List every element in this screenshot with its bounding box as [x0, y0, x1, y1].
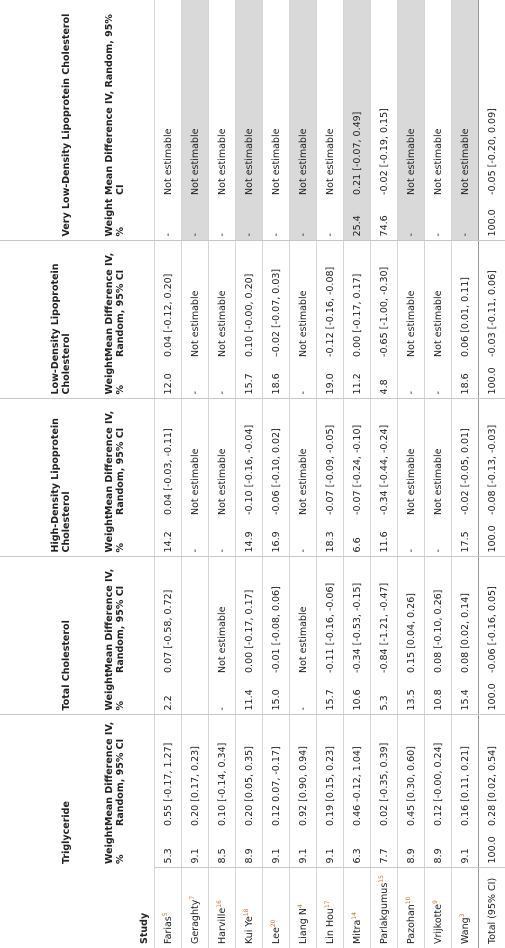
tc-weight-cell: 15.4 — [452, 677, 479, 715]
table-row — [425, 0, 452, 948]
reference-superscript: 15 — [377, 875, 385, 883]
vldl-weight-cell: - — [182, 199, 209, 241]
tc-weight-cell: 2.2 — [155, 677, 182, 715]
mean-difference-header: Mean Difference IV, Random, 95% CI — [104, 410, 126, 515]
hdl-mean-difference-cell: Not estimable — [182, 399, 209, 519]
ldl-mean-difference-cell: 0.04 [-0.12, 0.20] — [155, 241, 182, 361]
study-cell — [155, 868, 182, 948]
vldl-mean-difference-cell: Not estimable — [452, 0, 479, 199]
tc-mean-difference-cell: -0.34 [-0.53, -0.15] — [344, 557, 371, 677]
hdl-mean-difference-cell: Not estimable — [425, 399, 452, 519]
study-name: Wang — [460, 917, 472, 944]
table-row — [344, 0, 371, 948]
reference-superscript: 5 — [161, 912, 169, 917]
table-row — [182, 0, 209, 948]
vldl-weight-cell: - — [398, 199, 425, 241]
vldl-weight-cell: - — [317, 199, 344, 241]
mean-difference-header: Mean Difference IV, Random, 95% CI — [104, 568, 126, 673]
study-cell — [209, 868, 236, 948]
tg-mean-difference-cell: 0.20 [0.05, 0.35] — [236, 715, 263, 830]
hdl-mean-difference-cell: -0.08 [-0.13, -0.03] — [479, 399, 505, 519]
ldl-mean-difference-cell: -0.03 [-0.11, 0.06] — [479, 241, 505, 361]
hdl-weight-cell: 14.2 — [155, 519, 182, 557]
tc-weight-cell: 11.4 — [236, 677, 263, 715]
ldl-weight-cell: - — [209, 361, 236, 399]
tc-mean-difference-cell: 0.07 [-0.58, 0.72] — [155, 557, 182, 677]
group-header-ldl: Low-Density Lipoprotein Cholesterol — [0, 241, 76, 399]
reference-superscript: 18 — [242, 908, 250, 917]
hdl-weight-cell: 17.5 — [452, 519, 479, 557]
ldl-mean-difference-cell: Not estimable — [425, 241, 452, 361]
tg-weight-cell: 100.0 — [479, 830, 505, 868]
vldl-weight-cell: - — [425, 199, 452, 241]
ldl-weight-cell: 18.6 — [263, 361, 290, 399]
hdl-weight-cell: - — [290, 519, 317, 557]
study-cell — [344, 868, 371, 948]
table-row — [452, 0, 479, 948]
tc-weight-cell: 10.6 — [344, 677, 371, 715]
weight-header: Weight % — [76, 677, 155, 715]
tc-weight-cell: 100.0 — [479, 677, 505, 715]
tg-mean-difference-cell: 0.45 [0.30, 0.60] — [398, 715, 425, 830]
hdl-weight-cell: 11.6 — [371, 519, 398, 557]
weight-header: Weight % — [76, 199, 155, 241]
vldl-weight-cell: - — [155, 199, 182, 241]
ldl-mean-difference-cell: 0.10 [-0.00, 0.20] — [236, 241, 263, 361]
tg-mean-difference-cell: 0.92 [0.90, 0.94] — [290, 715, 317, 830]
tg-mean-difference-cell: 0.12 [-0.00, 0.24] — [425, 715, 452, 830]
table-row — [263, 0, 290, 948]
ldl-weight-cell: 18.6 — [452, 361, 479, 399]
vldl-mean-difference-cell: 0.21 [-0.07, 0.49] — [344, 0, 371, 199]
hdl-weight-cell: - — [425, 519, 452, 557]
ldl-mean-difference-cell: -0.65 [-1.00, -0.30] — [371, 241, 398, 361]
study-name: Lee — [271, 927, 283, 944]
study-cell — [371, 868, 398, 948]
hdl-mean-difference-cell: -0.02 [-0.05, 0.01] — [452, 399, 479, 519]
vldl-mean-difference-cell: Not estimable — [236, 0, 263, 199]
study-name: Pazohan — [406, 904, 418, 944]
tc-mean-difference-cell: Not estimable — [209, 557, 236, 677]
vldl-mean-difference-cell: Not estimable — [209, 0, 236, 199]
study-cell — [317, 868, 344, 948]
tc-mean-difference-cell: -0.06 [-0.16, 0.05] — [479, 557, 505, 677]
mean-difference-header: Mean Difference IV, Random, 95% CI — [104, 14, 126, 195]
study-name: Liang N — [298, 908, 310, 944]
ldl-weight-cell: 19.0 — [317, 361, 344, 399]
hdl-weight-cell: - — [209, 519, 236, 557]
hdl-weight-cell: 18.3 — [317, 519, 344, 557]
tc-weight-cell — [182, 677, 209, 715]
weight-header: Weight % — [76, 361, 155, 399]
study-cell — [398, 868, 425, 948]
vldl-mean-difference-cell: -0.05 [-0.20, 0.09] — [479, 0, 505, 199]
ldl-weight-cell: 12.0 — [155, 361, 182, 399]
study-name: Parlakgumus — [379, 882, 391, 944]
vldl-weight-cell: - — [452, 199, 479, 241]
study-name: Kui Ye — [244, 916, 256, 944]
tg-mean-difference-cell: 0.28 [0.02, 0.54] — [479, 715, 505, 830]
vldl-weight-cell: - — [263, 199, 290, 241]
ldl-weight-cell: - — [182, 361, 209, 399]
study-cell — [236, 868, 263, 948]
study-cell — [290, 868, 317, 948]
tg-weight-cell: 6.3 — [344, 830, 371, 868]
study-name: Lin Hou — [325, 908, 337, 944]
tc-mean-difference-cell: 0.00 [-0.17, 0.17] — [236, 557, 263, 677]
reference-superscript: 7 — [188, 895, 196, 900]
reference-superscript: 17 — [323, 900, 331, 909]
tg-mean-difference-cell: 0.02 [-0.35, 0.39] — [371, 715, 398, 830]
table-row — [290, 0, 317, 948]
vldl-mean-difference-cell: Not estimable — [398, 0, 425, 199]
tg-weight-cell: 9.1 — [452, 830, 479, 868]
vldl-mean-difference-cell: Not estimable — [425, 0, 452, 199]
vldl-mean-difference-cell: Not estimable — [182, 0, 209, 199]
study-name: Geraghty — [190, 899, 202, 944]
tg-mean-difference-cell: 0.46 -0.12, 1.04] — [344, 715, 371, 830]
tc-mean-difference-cell: 0.08 [0.02, 0.14] — [452, 557, 479, 677]
tg-weight-cell: 9.1 — [263, 830, 290, 868]
tg-weight-cell: 7.7 — [371, 830, 398, 868]
vldl-weight-cell: 25.4 — [344, 199, 371, 241]
tc-mean-difference-cell: -0.84 [-1.21, -0.47] — [371, 557, 398, 677]
tc-weight-cell: 13.5 — [398, 677, 425, 715]
reference-superscript: 9 — [431, 900, 439, 905]
reference-superscript: 14 — [350, 912, 358, 920]
tg-weight-cell: 9.1 — [290, 830, 317, 868]
vldl-weight-cell: 100.0 — [479, 199, 505, 241]
study-name: Vrijkotte — [433, 904, 445, 944]
ldl-mean-difference-cell: –0.02 [-0.07, 0.03] — [263, 241, 290, 361]
vldl-mean-difference-cell: Not estimable — [263, 0, 290, 199]
reference-superscript: 4 — [296, 904, 304, 909]
table-row — [209, 0, 236, 948]
hdl-weight-cell: - — [182, 519, 209, 557]
tg-mean-difference-cell: 0.12 0.07, -0.17] — [263, 715, 290, 830]
table-row — [317, 0, 344, 948]
study-cell — [452, 868, 479, 948]
tc-weight-cell: - — [290, 677, 317, 715]
mean-difference-header: Mean Difference IV, Random, 95% CI — [104, 721, 126, 826]
group-header-triglyceride: Triglyceride — [61, 801, 72, 864]
ldl-mean-difference-cell: Not estimable — [398, 241, 425, 361]
reference-superscript: 3 — [458, 913, 466, 918]
ldl-mean-difference-cell: 0.00 [-0.17, 0.17] — [344, 241, 371, 361]
tg-mean-difference-cell: 0.19 [0.15, 0.23] — [317, 715, 344, 830]
vldl-weight-cell: - — [290, 199, 317, 241]
ldl-mean-difference-cell: Not estimable — [290, 241, 317, 361]
group-header-hdl: High-Density Lipoprotein Cholesterol — [0, 399, 76, 557]
hdl-mean-difference-cell: 0.04 [-0.03, -0.11] — [155, 399, 182, 519]
hdl-mean-difference-cell: -0.10 [-0.16, -0.04] — [236, 399, 263, 519]
hdl-mean-difference-cell: Not estimable — [290, 399, 317, 519]
hdl-weight-cell: 14.9 — [236, 519, 263, 557]
table-row — [371, 0, 398, 948]
study-name: Total (95% CI) — [486, 877, 498, 944]
vldl-mean-difference-cell: Not estimable — [317, 0, 344, 199]
ldl-weight-cell: - — [398, 361, 425, 399]
tg-weight-cell: 9.1 — [317, 830, 344, 868]
reference-superscript: 16 — [215, 900, 223, 908]
tc-weight-cell: 10.8 — [425, 677, 452, 715]
hdl-mean-difference-cell: -0.07 [-0.24, -0.10] — [344, 399, 371, 519]
hdl-weight-cell: 100.0 — [479, 519, 505, 557]
tg-weight-cell: 8.9 — [236, 830, 263, 868]
vldl-weight-cell: 74.6 — [371, 199, 398, 241]
group-header-total-cholesterol: Total Cholesterol — [0, 557, 76, 715]
hdl-mean-difference-cell: Not estimable — [398, 399, 425, 519]
study-cell — [182, 868, 209, 948]
table-row — [155, 0, 182, 948]
hdl-mean-difference-cell: -0.07 [-0.09, -0.05] — [317, 399, 344, 519]
total-row — [479, 0, 505, 948]
mean-difference-header: Mean Difference IV, Random, 95% CI — [104, 252, 126, 357]
hdl-weight-cell: 16.9 — [263, 519, 290, 557]
table-body — [155, 0, 505, 948]
tg-mean-difference-cell: 0.20 [0.17, 0.23] — [182, 715, 209, 830]
ldl-weight-cell: - — [425, 361, 452, 399]
ldl-weight-cell: - — [290, 361, 317, 399]
study-name: Harville — [217, 907, 229, 944]
study-cell — [425, 868, 452, 948]
ldl-mean-difference-cell: Not estimable — [182, 241, 209, 361]
ldl-weight-cell: 15.7 — [236, 361, 263, 399]
tg-mean-difference-cell: 0.10 [-0.14, 0.34] — [209, 715, 236, 830]
header-group-row — [0, 0, 76, 948]
vldl-mean-difference-cell: Not estimable — [290, 0, 317, 199]
ldl-weight-cell: 100.0 — [479, 361, 505, 399]
tc-mean-difference-cell: 0.15 [0.04, 0.26] — [398, 557, 425, 677]
tc-mean-difference-cell: -0.11 [-0.16, -0.06] — [317, 557, 344, 677]
table-row — [398, 0, 425, 948]
hdl-mean-difference-cell: -0.06 [-0.10, 0.02] — [263, 399, 290, 519]
weight-header: Weight % — [76, 519, 155, 557]
vldl-mean-difference-cell: Not estimable — [155, 0, 182, 199]
tg-mean-difference-cell: 0.16 [0.11, 0.21] — [452, 715, 479, 830]
weight-header: Weight % — [104, 826, 126, 864]
study-name: Mitra — [352, 919, 364, 944]
tc-mean-difference-cell: 0.08 [-0.10, 0.26] — [425, 557, 452, 677]
tc-weight-cell: 15.0 — [263, 677, 290, 715]
ldl-weight-cell: 11.2 — [344, 361, 371, 399]
tg-weight-cell: 8.9 — [398, 830, 425, 868]
ldl-mean-difference-cell: 0.06 [0.01, 0.11] — [452, 241, 479, 361]
tc-mean-difference-cell: Not estimable — [290, 557, 317, 677]
tc-mean-difference-cell: -0.01 [-0.08, 0.06] — [263, 557, 290, 677]
tg-weight-cell: 8.9 — [425, 830, 452, 868]
tc-weight-cell: 5.3 — [371, 677, 398, 715]
tc-weight-cell: - — [209, 677, 236, 715]
header-sub-row — [76, 0, 155, 948]
ldl-weight-cell: 4.8 — [371, 361, 398, 399]
table-row — [236, 0, 263, 948]
tg-weight-cell: 5.3 — [155, 830, 182, 868]
ldl-mean-difference-cell: -0.12 [-0.16, -0.08] — [317, 241, 344, 361]
hdl-mean-difference-cell: -0.34 [-0.44, -0.24] — [371, 399, 398, 519]
tg-weight-cell: 8.5 — [209, 830, 236, 868]
tc-mean-difference-cell — [182, 557, 209, 677]
tc-weight-cell: 15.7 — [317, 677, 344, 715]
study-name: Farias — [163, 916, 175, 944]
study-header: Study — [139, 912, 150, 944]
hdl-weight-cell: - — [398, 519, 425, 557]
hdl-weight-cell: 6.6 — [344, 519, 371, 557]
study-cell — [479, 868, 505, 948]
ldl-mean-difference-cell: Not estimable — [209, 241, 236, 361]
vldl-weight-cell: - — [209, 199, 236, 241]
hdl-mean-difference-cell: Not estimable — [209, 399, 236, 519]
group-header-vldl: Very Low-Density Lipoprotein Cholesterol — [0, 0, 76, 241]
reference-superscript: 10 — [404, 896, 412, 905]
tg-mean-difference-cell: 0.55 [-0.17, 1.27] — [155, 715, 182, 830]
vldl-weight-cell: - — [236, 199, 263, 241]
vldl-mean-difference-cell: -0.02 [-0.19, 0.15] — [371, 0, 398, 199]
tg-weight-cell: 9.1 — [182, 830, 209, 868]
study-cell — [263, 868, 290, 948]
reference-superscript: 20 — [269, 919, 277, 928]
